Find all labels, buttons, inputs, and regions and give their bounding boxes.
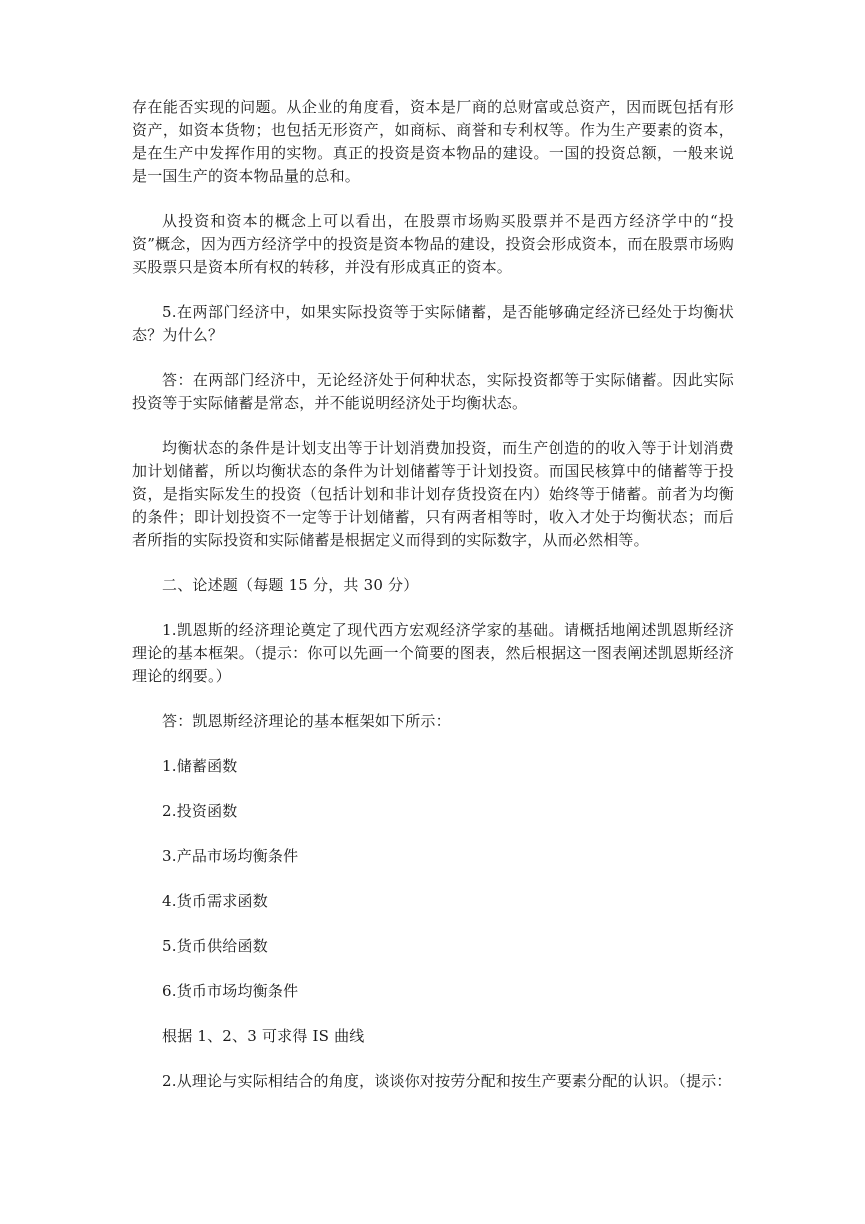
list-item: 5.货币供给函数 [162, 937, 268, 955]
answer-5: 答：在两部门经济中，无论经济处于何种状态，实际投资都等于实际储蓄。因此实际投资等于实际储蓄是常态，并不能说明经济处于均衡状态。 [132, 371, 734, 412]
list-item: 6.货币市场均衡条件 [162, 982, 299, 1000]
list-item: 3.产品市场均衡条件 [162, 847, 299, 865]
is-curve-note: 根据 1、2、3 可求得 IS 曲线 [162, 1027, 365, 1045]
essay-answer-1-intro: 答：凯恩斯经济理论的基本框架如下所示： [162, 712, 451, 730]
question-5: 5.在两部门经济中，如果实际投资等于实际储蓄，是否能够确定经济已经处于均衡状态？为什么？ [132, 303, 734, 344]
paragraph-capital-definition: 存在能否实现的问题。从企业的角度看，资本是厂商的总财富或总资产，因而既包括有形资产，如资本货物；也包括无形资产，如商标、商誉和专利权等。作为生产要素的资本，是在生产中发挥作用的实物。真正的投资是资本物品的建设。一国的投资总额，一般来说是一国生产的资本物品量的总和。 [132, 98, 734, 185]
list-item: 1.储蓄函数 [162, 757, 238, 775]
section-heading-essay: 二、论述题（每题 15 分，共 30 分） [162, 576, 419, 594]
list-item: 2.投资函数 [162, 802, 238, 820]
essay-question-2: 2.从理论与实际相结合的角度，谈谈你对按劳分配和按生产要素分配的认识。（提示： [162, 1072, 732, 1090]
list-item: 4.货币需求函数 [162, 892, 268, 910]
document-page [132, 96, 734, 1115]
essay-question-1: 1.凯恩斯的经济理论奠定了现代西方宏观经济学家的基础。请概括地阐述凯恩斯经济理论的基本框架。（提示：你可以先画一个简要的图表，然后根据这一图表阐述凯恩斯经济理论的纲要。） [132, 621, 734, 685]
paragraph-equilibrium-condition: 均衡状态的条件是计划支出等于计划消费加投资，而生产创造的的收入等于计划消费加计划储蓄，所以均衡状态的条件为计划储蓄等于计划投资。而国民核算中的储蓄等于投资，是指实际发生的投资（包括计划和非计划存货投资在内）始终等于储蓄。前者为均衡的条件；即计划投资不一定等于计划储蓄，只有两者相等时，收入才处于均衡状态；而后者所指的实际投资和实际储蓄是根据定义而得到的实际数字，从而必然相等。 [132, 439, 734, 549]
paragraph-investment-concept: 从投资和资本的概念上可以看出，在股票市场购买股票并不是西方经济学中的“投资”概念，因为西方经济学中的投资是资本物品的建设，投资会形成资本，而在股票市场购买股票只是资本所有权的转移，并没有形成真正的资本。 [132, 212, 734, 276]
